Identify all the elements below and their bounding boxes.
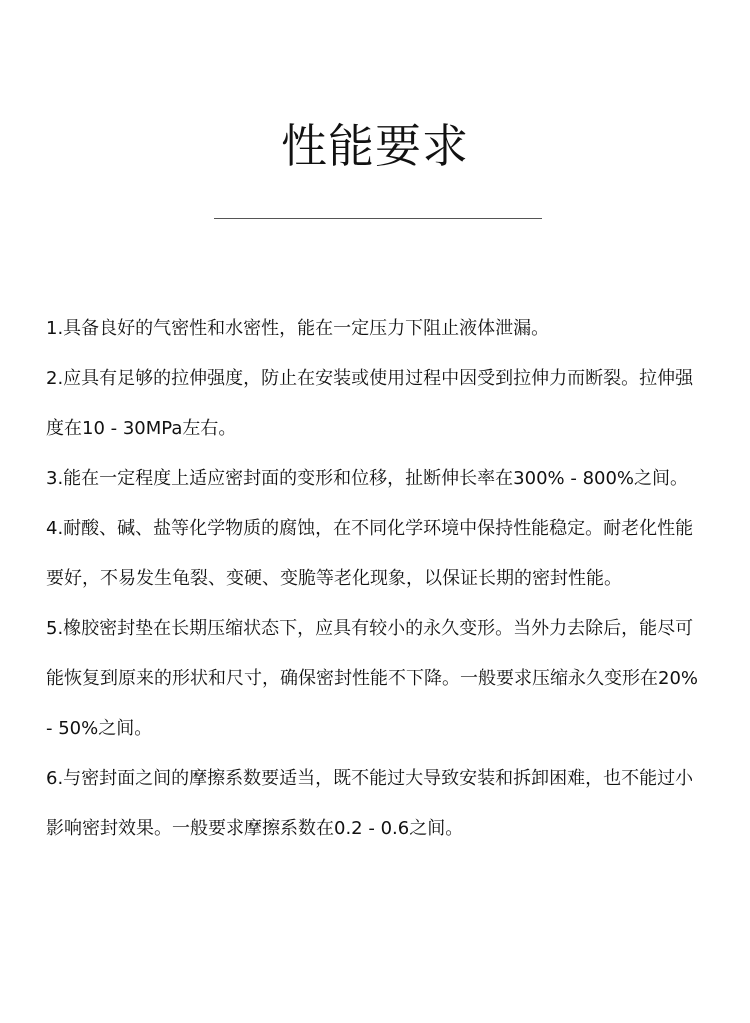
requirement-paragraph: 5.橡胶密封垫在长期压缩状态下，应具有较小的永久变形。当外力去除后，能尽可能恢复到原来的形状和尺寸，确保密封性能不下降。一般要求压缩永久变形在20% - 50%之间。 (46, 618, 699, 739)
requirement-paragraph: 3.能在一定程度上适应密封面的变形和位移，扯断伸长率在300% - 800%之间。 (46, 468, 689, 489)
page-title: 性能要求 (281, 119, 469, 173)
title-divider (214, 218, 542, 219)
requirement-paragraph: 4.耐酸、碱、盐等化学物质的腐蚀，在不同化学环境中保持性能稳定。耐老化性能要好，不易发生龟裂、变硬、变脆等老化现象，以保证长期的密封性能。 (46, 518, 694, 589)
requirement-paragraph: 1.具备良好的气密性和水密性，能在一定压力下阻止液体泄漏。 (46, 318, 550, 339)
requirement-paragraph: 6.与密封面之间的摩擦系数要适当，既不能过大导致安装和拆卸困难，也不能过小影响密封效果。一般要求摩擦系数在0.2 - 0.6之间。 (46, 768, 694, 839)
requirement-paragraph: 2.应具有足够的拉伸强度，防止在安装或使用过程中因受到拉伸力而断裂。拉伸强度在10 - 30MPa左右。 (46, 368, 694, 439)
requirements-list (46, 304, 710, 854)
